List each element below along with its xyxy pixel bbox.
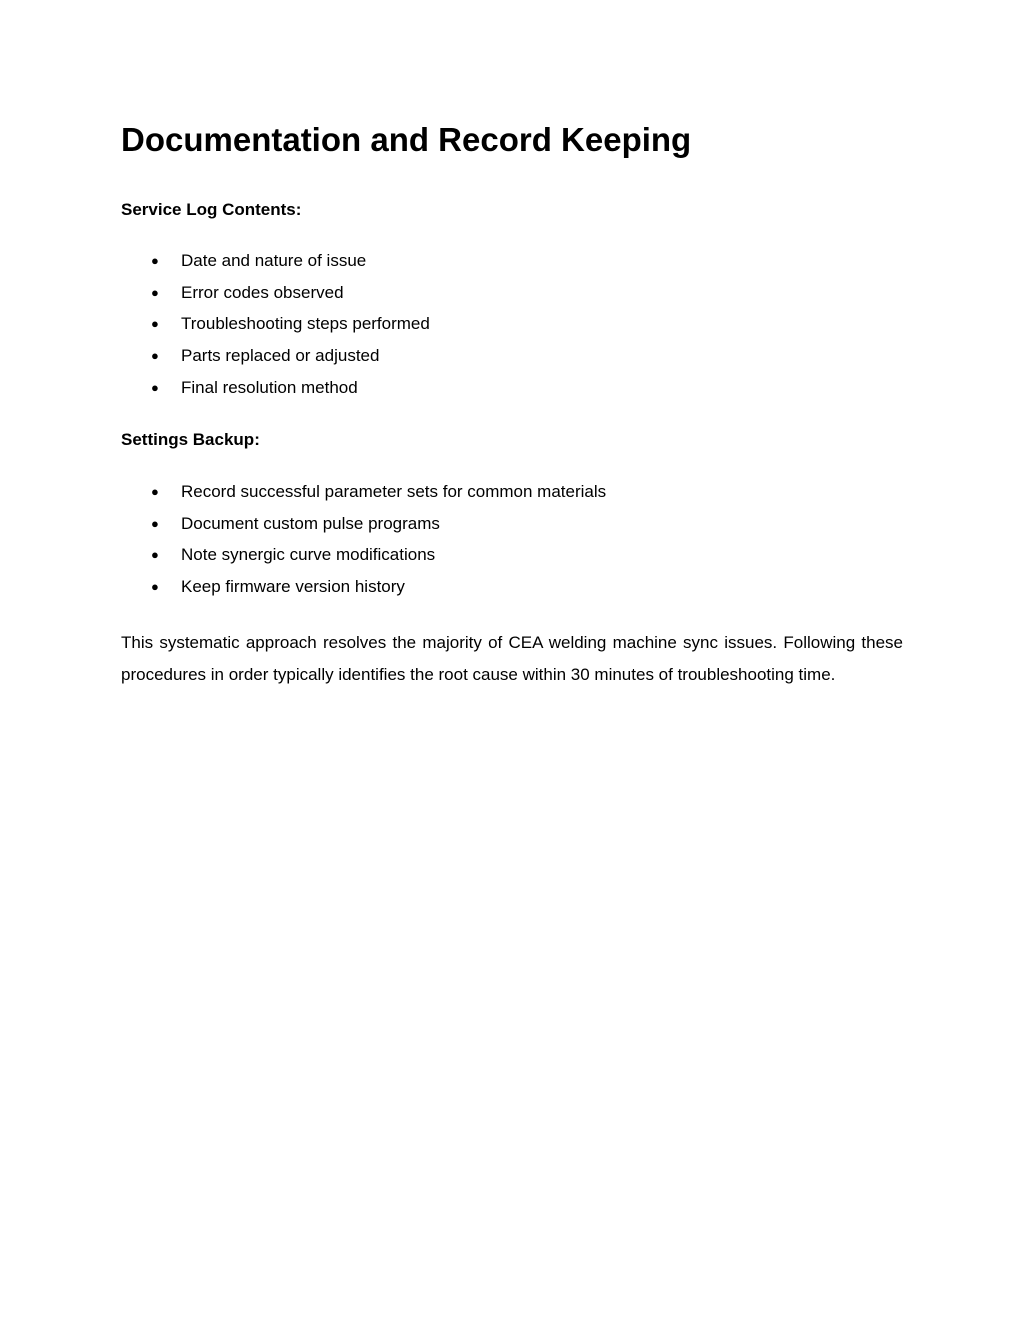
list-item-text: Record successful parameter sets for common materials [181, 482, 607, 501]
document-title: Documentation and Record Keeping [121, 121, 692, 158]
bullet-icon: ● [151, 348, 159, 364]
list-item-text: Date and nature of issue [181, 251, 367, 270]
list-item-text: Parts replaced or adjusted [181, 346, 380, 366]
bullet-icon: ● [151, 284, 159, 300]
list-item-text: Final resolution method [181, 377, 358, 397]
list-item-text: Error codes observed [181, 282, 344, 302]
list-item-text: Document custom pulse programs [181, 513, 440, 533]
bullet-icon: ● [151, 379, 159, 395]
bullet-icon: ● [151, 547, 159, 563]
list-item-text: Keep firmware version history [181, 577, 405, 597]
list-item-text: Troubleshooting steps performed [181, 314, 430, 334]
bullet-icon: ● [151, 484, 159, 499]
list-item-text: Note synergic curve modifications [181, 545, 436, 565]
bullet-icon: ● [151, 579, 159, 595]
section-heading-service-log: Service Log Contents: [121, 200, 302, 219]
bullet-icon: ● [151, 515, 159, 531]
closing-paragraph: This systematic approach resolves the majority of CEA welding machine sync issues. Following these procedures in order typically identifies the root cause within 30 minutes of troubleshooting time. [121, 633, 903, 684]
bullet-icon: ● [151, 316, 159, 332]
bullet-icon: ● [151, 253, 159, 268]
section-heading-settings-backup: Settings Backup: [121, 430, 260, 449]
